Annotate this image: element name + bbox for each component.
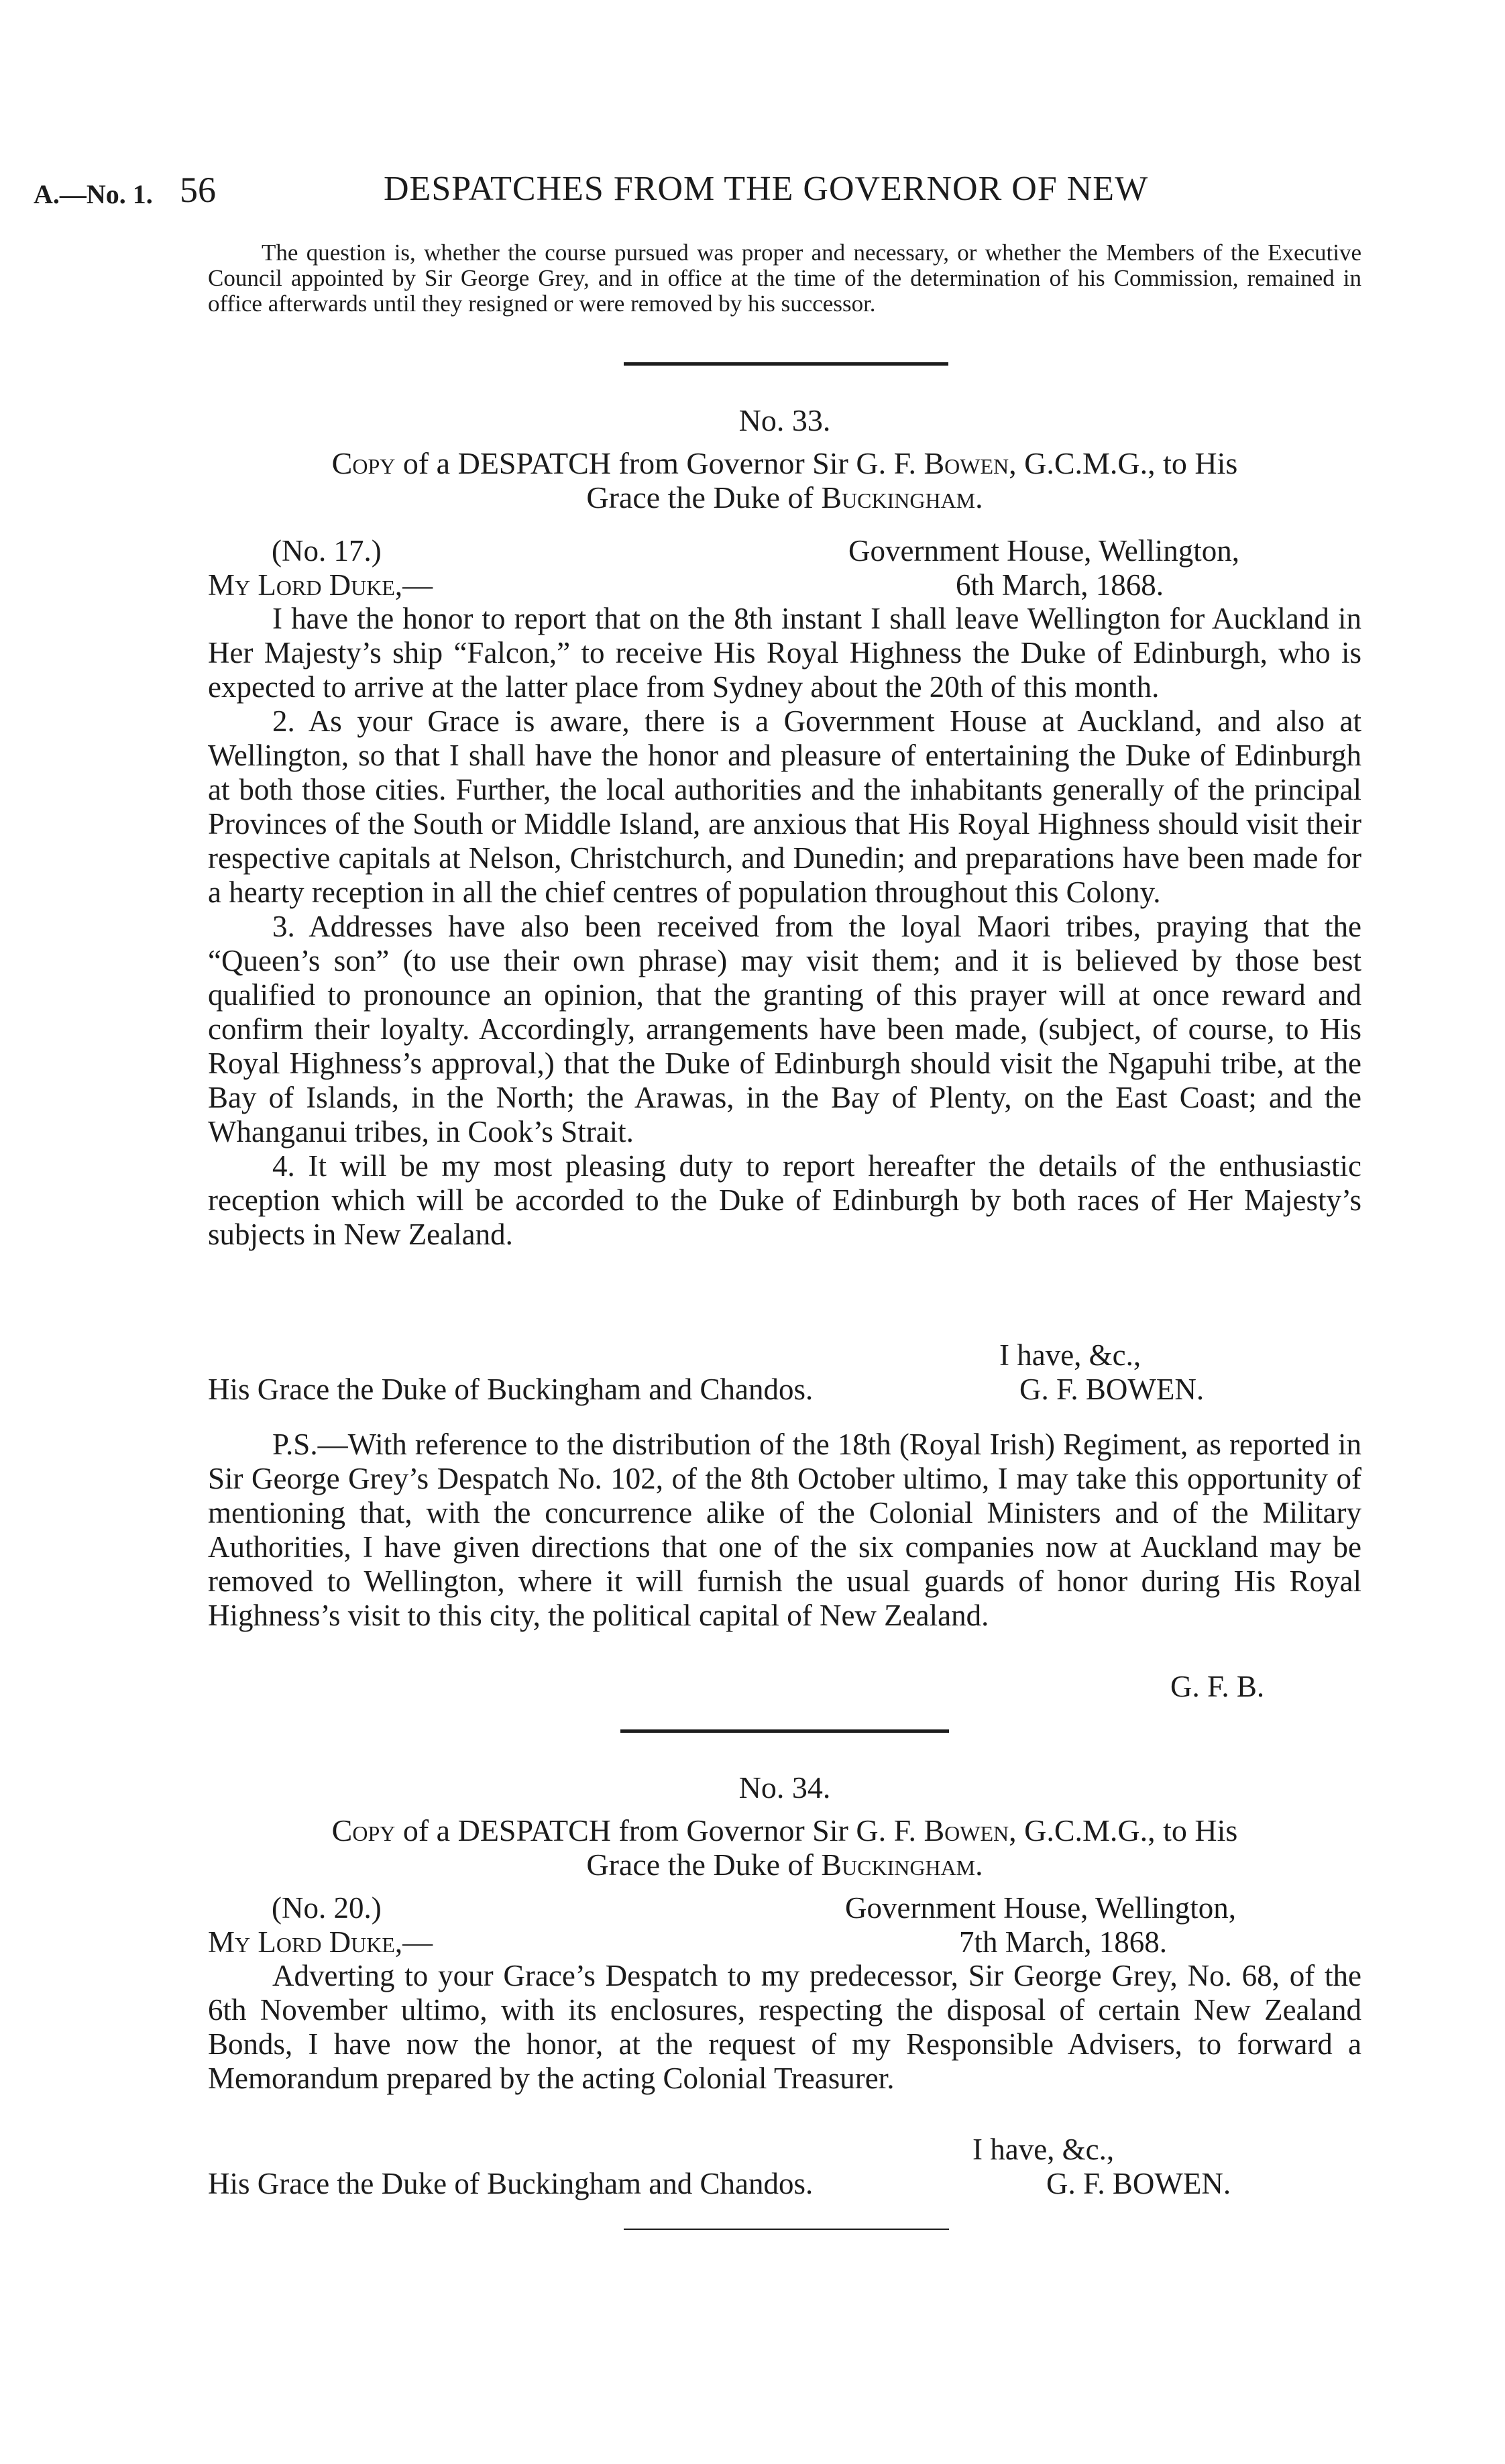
despatch-34-title-text-2: , G.C.M.G., to His [1009, 1813, 1238, 1847]
despatch-33-paragraph-2: 2. As your Grace is aware, there is a Government House at Auckland, and also at Wellington, so that I shall have the honor and pleasure of entertaining the Duke of Edinburgh at both those cities. Further, the local authorities and the inhabitants generally of the principal Provinces of the South or Middle Island, are anxious that His Royal Highness should visit their respective capitals at Nelson, Christchurch, and Dunedin; and preparations have been made for a hearty reception in all the chief centres of population throughout this Colony. [208, 704, 1361, 909]
despatch-33-title [208, 446, 1361, 515]
despatch-34-signature: G. F. BOWEN. [1046, 2167, 1231, 2200]
despatch-34-ref-no: (No. 20.) [272, 1891, 382, 1925]
despatch-34-title-text-4: . [975, 1847, 983, 1882]
paper-reference: A.—No. 1. [34, 179, 153, 209]
despatch-33-paragraph-3: 3. Addresses have also been received from the loyal Maori tribes, praying that the “Queen’s son” (to use their own phrase) may visit them; and it is believed by those best qualified to pronounce an opinion, that the granting of this prayer will at once reward and confirm their loyalty. Accordingly, arrangements have been made, (subject, of course, to His Royal Highness’s approval,) that the Duke of Edinburgh should visit the Ngapuhi tribe, at the Bay of Islands, in the North; the Arawas, in the Bay of Plenty, on the East Coast; and the Whanganui tribes, in Cook’s Strait. [208, 910, 1361, 1148]
despatch-33-title-buckingham: Buckingham [821, 480, 976, 515]
end-divider [624, 2229, 949, 2230]
despatch-33-title-text-4: . [975, 480, 983, 515]
despatch-33-title-copy: Copy [331, 446, 396, 480]
despatch-33-title-text-3: Grace the Duke of [586, 480, 822, 515]
despatch-34-closing: I have, &c., [972, 2133, 1115, 2166]
despatch-33-date: 6th March, 1868. [956, 568, 1164, 602]
despatch-33-ps-initials: G. F. B. [1170, 1670, 1265, 1703]
page-number: 56 [180, 170, 216, 210]
despatch-33-paragraph-4: 4. It will be my most pleasing duty to report hereafter the details of the enthusiastic reception which will be accorded to the Duke of Edinburgh by both races of Her Majesty’s subjects in New Zealand. [208, 1149, 1361, 1251]
despatch-34-title-text-3: Grace the Duke of [586, 1847, 822, 1882]
despatch-33-postscript-text: P.S.—With reference to the distribution of the 18th (Royal Irish) Regiment, as reported in Sir George Grey’s Despatch No. 102, of the 8th October ultimo, I may take this opportunity of mentioning that, with the concurrence alike of the Colonial Ministers and of the Military Authorities, I have given directions that one of the six companies now at Auckland may be removed to Wellington, where it will furnish the usual guards of honor during His Royal Highness’s visit to this city, the political capital of New Zealand. [208, 1428, 1361, 1632]
despatch-33-title-text-1: of a DESPATCH from Governor Sir G. F. [395, 446, 924, 480]
despatch-34-paragraph-1: Adverting to your Grace’s Despatch to my predecessor, Sir George Grey, No. 68, of the 6th November ultimo, with its enclosures, respecting the disposal of certain New Zealand Bonds, I have now the honor, at the request of my Responsible Advisers, to forward a Memorandum prepared by the acting Colonial Treasurer. [208, 1959, 1361, 2095]
despatch-33-body [208, 602, 1361, 1252]
despatch-34-title-buckingham: Buckingham [821, 1847, 976, 1882]
despatch-33-signature: G. F. BOWEN. [1019, 1373, 1205, 1406]
despatch-33-title-bowen: Bowen [924, 446, 1009, 480]
intro-text: The question is, whether the course pursued was proper and necessary, or whether the Members of the Executive Council appointed by Sir George Grey, and in office at the time of the determination of his Commission, remained in office afterwards until they resigned or were removed by his successor. [208, 239, 1361, 317]
despatch-34-salutation: My Lord Duke,— [208, 1925, 433, 1959]
despatch-33-paragraph-1: I have the honor to report that on the 8th instant I shall leave Wellington for Auckland in Her Majesty’s ship “Falcon,” to receive His Royal Highness the Duke of Edinburgh, who is expected to arrive at the latter place from Sydney about the 20th of this month. [208, 602, 1361, 704]
despatch-34-title-bowen: Bowen [924, 1813, 1009, 1847]
despatch-34-title-copy: Copy [331, 1813, 396, 1847]
despatch-34-number: No. 34. [738, 1770, 831, 1805]
intro-paragraph [208, 240, 1361, 317]
section-divider [620, 1729, 949, 1733]
despatch-33-addressee: His Grace the Duke of Buckingham and Chandos. [208, 1373, 814, 1406]
running-title: DESPATCHES FROM THE GOVERNOR OF NEW [384, 170, 1149, 208]
despatch-33-salutation: My Lord Duke,— [208, 568, 433, 602]
despatch-34-title [208, 1813, 1361, 1882]
despatch-33-postscript [208, 1428, 1361, 1633]
despatch-33-title-text-2: , G.C.M.G., to His [1009, 446, 1238, 480]
running-header [0, 168, 1505, 208]
despatch-34-place: Government House, Wellington, [845, 1891, 1236, 1925]
despatch-34-title-text-1: of a DESPATCH from Governor Sir G. F. [395, 1813, 924, 1847]
despatch-33-number: No. 33. [738, 403, 831, 437]
despatch-34-body [208, 1959, 1361, 2096]
despatch-33-place: Government House, Wellington, [848, 534, 1239, 568]
despatch-33-closing: I have, &c., [999, 1338, 1141, 1372]
despatch-33-ref-no: (No. 17.) [272, 534, 382, 568]
section-divider [624, 362, 948, 366]
despatch-34-date: 7th March, 1868. [959, 1925, 1167, 1959]
despatch-34-addressee: His Grace the Duke of Buckingham and Chandos. [208, 2167, 814, 2200]
